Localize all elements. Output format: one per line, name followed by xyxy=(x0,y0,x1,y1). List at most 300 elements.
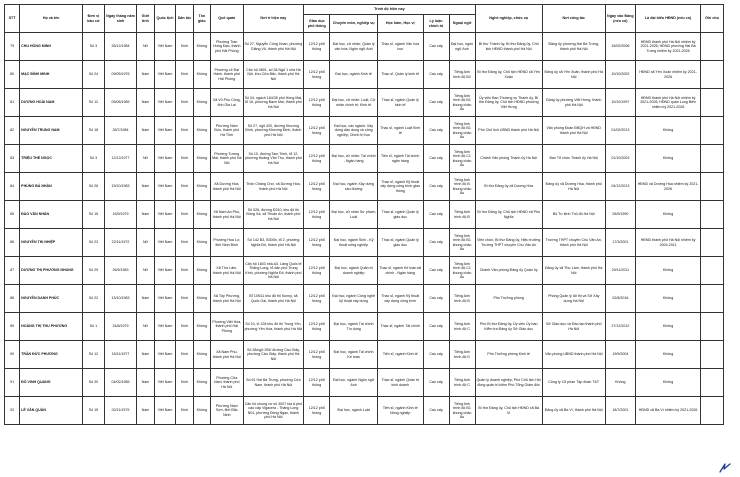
cell-dob: 13/10/1983 xyxy=(104,285,137,313)
cell-ethnicity: Kinh xyxy=(176,117,193,145)
cell-dob: 28/7/1984 xyxy=(104,117,137,145)
header-occupation: Nghề nghiệp, chức vụ xyxy=(475,5,542,33)
cell-party-date: 19/9/2004 xyxy=(605,341,635,369)
cell-stt: 82 xyxy=(5,117,20,145)
cell-nationality: Việt Nam xyxy=(154,313,176,341)
cell-stt: 83 xyxy=(5,145,20,173)
cell-professional: Đại học, ngành Tài chính Tín dụng xyxy=(330,313,378,341)
cell-professional: Đại học, ngành Ngôn ngữ Anh xyxy=(330,369,378,397)
cell-degree: Thạc sĩ, ngành Luật Kinh tế xyxy=(377,117,423,145)
cell-religion: Không xyxy=(193,369,210,397)
cell-stt: 88 xyxy=(5,285,20,313)
cell-stt: 84 xyxy=(5,173,20,201)
cell-general-edu: 12/12 phổ thông xyxy=(304,397,330,425)
cell-residence: Số 27, Nguyễn Công Hoan, phường Giảng Võ, thành phố Hà Nội xyxy=(243,33,304,61)
cell-name: DƯƠNG HOÀI NAM xyxy=(20,89,83,117)
cell-general-edu: 12/12 phổ thông xyxy=(304,285,330,313)
cell-notes xyxy=(701,173,724,201)
cell-language: Tiếng Anh trình độ B1 khung châu Âu xyxy=(449,117,475,145)
table-row xyxy=(5,89,724,117)
cell-unit: Số 30 xyxy=(83,369,105,397)
cell-stt: 87 xyxy=(5,257,20,285)
cell-gender: Nữ xyxy=(137,229,154,257)
cell-political: Cao cấp xyxy=(423,201,449,229)
cell-nationality: Việt Nam xyxy=(154,89,176,117)
cell-workplace: Trường THPT chuyên Chu Văn An, thành phố Hà Nội xyxy=(542,229,605,257)
cell-delegate: HĐND thành phố Hà Nội nhiệm kỳ 2004-2011 xyxy=(636,229,701,257)
cell-delegate: Không xyxy=(636,285,701,313)
cell-workplace: Đảng ủy xã Dương Hòa, thành phố Hà Nội xyxy=(542,173,605,201)
cell-gender: Nữ xyxy=(137,145,154,173)
table-row xyxy=(5,201,724,229)
cell-unit: Số 1 xyxy=(83,313,105,341)
header-name: Họ và tên xyxy=(20,5,83,33)
cell-gender: Nam xyxy=(137,117,154,145)
cell-professional: Đại học, cử nhân Sư phạm; Luật xyxy=(330,201,378,229)
cell-notes xyxy=(701,369,724,397)
cell-general-edu: 12/12 phổ thông xyxy=(304,313,330,341)
cell-ethnicity: Kinh xyxy=(176,33,193,61)
cell-dob: 26/12/1984 xyxy=(104,33,137,61)
cell-general-edu: 12/12 phổ thông xyxy=(304,89,330,117)
table-row xyxy=(5,285,724,313)
cell-unit: Số 12 xyxy=(83,89,105,117)
cell-party-date: 18/7/2001 xyxy=(605,397,635,425)
cell-stt: 89 xyxy=(5,313,20,341)
cell-unit: Số 18 xyxy=(83,117,105,145)
cell-name: ĐÀO VĂN NHÂN xyxy=(20,201,83,229)
cell-gender: Nam xyxy=(137,173,154,201)
cell-hometown: Xã Vũ Phụ Công, tỉnh Gia Lai xyxy=(211,89,244,117)
cell-professional: Đại học, ngành Xây dựng cầu đường xyxy=(330,173,378,201)
header-ethnicity: Dân tộc xyxy=(176,5,193,33)
table-row xyxy=(5,369,724,397)
cell-degree: Tiến sĩ, ngành Kinh tế Nông nghiệp xyxy=(377,397,423,425)
cell-professional: Đại học, ngành Sinh - Kỹ thuật nông nghiệp xyxy=(330,229,378,257)
cell-unit: Số 24 xyxy=(83,61,105,89)
table-row xyxy=(5,313,724,341)
cell-general-edu: 12/12 phổ thông xyxy=(304,257,330,285)
cell-political: Cao cấp xyxy=(423,285,449,313)
cell-nationality: Việt Nam xyxy=(154,173,176,201)
cell-nationality: Việt Nam xyxy=(154,33,176,61)
header-general-edu: Giáo dục phổ thông xyxy=(304,15,330,33)
header-stt: STT xyxy=(5,5,20,33)
header-delegate: Là đại biểu HĐND (nếu có) xyxy=(636,5,701,33)
cell-notes xyxy=(701,341,724,369)
cell-general-edu: 12/12 phổ thông xyxy=(304,145,330,173)
cell-delegate: HĐND xã Yên Xuân nhiệm kỳ 2021-2026 xyxy=(636,61,701,89)
header-religion: Tôn giáo xyxy=(193,5,210,33)
cell-ethnicity: Kinh xyxy=(176,313,193,341)
cell-degree: Thạc sĩ, ngành Quản lý kinh tế xyxy=(377,89,423,117)
cell-workplace: Đảng ủy xã Yên Xuân, thành phố Hà Nội xyxy=(542,61,605,89)
cell-party-date: 29/11/2011 xyxy=(605,257,635,285)
cell-dob: 05/06/1989 xyxy=(104,89,137,117)
cell-occupation: Bí thư Đảng ủy xã Dương Hòa xyxy=(475,173,542,201)
cell-ethnicity: Kinh xyxy=(176,229,193,257)
cell-workplace: Công ty Cổ phần Tập đoàn T&T xyxy=(542,369,605,397)
cell-workplace: Đảng ủy phường Việt Hưng, thành phố Hà Nội xyxy=(542,89,605,117)
cell-residence: Số 10, lô 128 khu đô thị Trung Yên, phường Yên Hòa, thành phố Hà Nội xyxy=(243,313,304,341)
cell-language: Tiếng Anh trình độ C1 khung châu Âu xyxy=(449,257,475,285)
table-row xyxy=(5,61,724,89)
cell-political: Cao cấp xyxy=(423,117,449,145)
cell-political: Cao cấp xyxy=(423,313,449,341)
cell-party-date: Không xyxy=(605,369,635,397)
cell-delegate: HĐND xã Ba Vì nhiệm kỳ 2021-2026 xyxy=(636,397,701,425)
cell-residence: Số 142 B3, B300b, tổ 2, phường Nghĩa Đô, thành phố Hà Nội xyxy=(243,229,304,257)
cell-ethnicity: Kinh xyxy=(176,145,193,173)
cell-language: Tiếng Anh trình độ D xyxy=(449,341,475,369)
cell-nationality: Việt Nam xyxy=(154,341,176,369)
cell-gender: Nam xyxy=(137,61,154,89)
cell-delegate: Không xyxy=(636,341,701,369)
cell-gender: Nam xyxy=(137,89,154,117)
header-dob: Ngày tháng năm sinh xyxy=(104,5,137,33)
cell-degree: Tiến sĩ, ngành Tài chính ngân hàng xyxy=(377,145,423,173)
cell-professional: Đại học, ngành Công nghệ kỹ thuật xây dựng xyxy=(330,285,378,313)
cell-religion: Không xyxy=(193,341,210,369)
cell-religion: Không xyxy=(193,313,210,341)
cell-dob: 15/10/1983 xyxy=(104,173,137,201)
cell-name: MẠC ĐÌNH MINH xyxy=(20,61,83,89)
cell-religion: Không xyxy=(193,61,210,89)
cell-degree: Thạc sĩ, ngành Quản lý giáo dục xyxy=(377,229,423,257)
table-row xyxy=(5,117,724,145)
cell-notes xyxy=(701,397,724,425)
cell-ethnicity: Kinh xyxy=(176,285,193,313)
header-party-date: Ngày vào Đảng (nếu có) xyxy=(605,5,635,33)
cell-unit: Số 26 xyxy=(83,173,105,201)
cell-degree: Thạc sĩ, ngành Tài chính xyxy=(377,313,423,341)
cell-workplace: Ban Tổ chức Thành ủy Hà Nội xyxy=(542,145,605,173)
cell-dob: 09/05/1976 xyxy=(104,61,137,89)
cell-professional: Đại học, ngành Quản trị doanh nghiệp xyxy=(330,257,378,285)
cell-residence: Căn hộ 0801, số 36 Ngõ 1 nhà Hà Nội, khu Cửa Bắc, thành phố Hà Nội xyxy=(243,61,304,89)
cell-ethnicity: Kinh xyxy=(176,173,193,201)
cell-general-edu: 12/12 phổ thông xyxy=(304,341,330,369)
cell-occupation: Bí thư Thành ủy, Bí thư Đảng ủy, Chủ tịch HĐND thành phố Hà Nội xyxy=(475,33,542,61)
cell-gender: Nam xyxy=(137,369,154,397)
cell-occupation: Bí thư Đảng ủy, Chủ tịch HĐND xã Yên Xuân xyxy=(475,61,542,89)
cell-notes xyxy=(701,89,724,117)
cell-residence: Căn hộ chung cư số 3007 tòa A phố cao cấp Vigacera - Thăng Long N01, phường Đông Ngạc, thành phố Hà Nội xyxy=(243,397,304,425)
cell-hometown: Xã Tây Phương, thành phố Hà Nội xyxy=(211,285,244,313)
cell-ethnicity: Kinh xyxy=(176,369,193,397)
cell-unit: Số 3 xyxy=(83,33,105,61)
cell-language: Đại học, ngôn ngữ Anh xyxy=(449,33,475,61)
cell-general-edu: 12/12 phổ thông xyxy=(304,117,330,145)
cell-ethnicity: Kinh xyxy=(176,257,193,285)
cell-hometown: Xã Nam An Phú, thành phố Hà Nội xyxy=(211,201,244,229)
cell-name: LÊ VĂN QUÂN xyxy=(20,397,83,425)
cell-gender: Nam xyxy=(137,341,154,369)
cell-hometown: Xã Nam Phù, thành phố Hà Nội xyxy=(211,341,244,369)
cell-delegate: HĐND thành phố Hà Nội nhiệm kỳ 2021-2026; HĐND phường Hai Bà Trưng nhiệm kỳ 2021-2026 xyxy=(636,33,701,61)
cell-ethnicity: Kinh xyxy=(176,201,193,229)
cell-name: CHU HỒNG MINH xyxy=(20,33,83,61)
cell-party-date: 10/10/2002 xyxy=(605,61,635,89)
cell-residence: Thôn Chàng Chợ, xã Dương Hòa, thành phố Hà Nội xyxy=(243,173,304,201)
cell-degree: Thạc sĩ, Quản lý kinh tế xyxy=(377,61,423,89)
table-row xyxy=(5,341,724,369)
cell-unit: Số 15 xyxy=(83,201,105,229)
cell-gender: Nữ xyxy=(137,33,154,61)
cell-notes xyxy=(701,229,724,257)
cell-unit: Số 12 xyxy=(83,341,105,369)
cell-general-edu: 12/12 phổ thông xyxy=(304,33,330,61)
cell-ethnicity: Kinh xyxy=(176,61,193,89)
table-row xyxy=(5,145,724,173)
cell-religion: Không xyxy=(193,397,210,425)
cell-party-date: 10/10/1997 xyxy=(605,89,635,117)
cell-hometown: Phường Lê Đại Hành, thành phố Hải Phòng xyxy=(211,61,244,89)
corner-mark-icon xyxy=(719,463,731,473)
cell-degree: Thạc sĩ, ngành Kỹ thuật xây dựng công trình giao thông xyxy=(377,173,423,201)
header-nationality: Quốc tịch xyxy=(154,5,176,33)
cell-ethnicity: Kinh xyxy=(176,397,193,425)
cell-unit: Số 22 xyxy=(83,285,105,313)
cell-dob: 22/11/1972 xyxy=(104,229,137,257)
cell-notes xyxy=(701,61,724,89)
cell-stt: 79 xyxy=(5,33,20,61)
cell-language: Tiếng Anh trình độ B xyxy=(449,285,475,313)
cell-occupation: Bí thư Đảng ủy, Chủ tịch HĐND xã Ba Vì xyxy=(475,397,542,425)
cell-name: PHÙNG BÁ NHÂN xyxy=(20,173,83,201)
header-degree: Học hàm, Học vị xyxy=(377,15,423,33)
cell-notes xyxy=(701,257,724,285)
cell-degree: Thạc sĩ, ngành Quản trị kinh doanh xyxy=(377,369,423,397)
cell-notes xyxy=(701,117,724,145)
cell-hometown: Phường Việt Hòa, thành phố Hải Phòng xyxy=(211,313,244,341)
cell-political: Cao cấp xyxy=(423,229,449,257)
cell-delegate: HĐND thành phố Hà Nội nhiệm kỳ 2021-2026; HĐND quận Long Biên nhiệm kỳ 2021-2026 xyxy=(636,89,701,117)
cell-nationality: Việt Nam xyxy=(154,145,176,173)
table-row xyxy=(5,257,724,285)
cell-religion: Không xyxy=(193,201,210,229)
cell-hometown: Phường Tương Mai, thành phố Hà Nội xyxy=(211,145,244,173)
cell-party-date: 02/8/2016 xyxy=(605,285,635,313)
cell-residence: Căn hộ 1603 nhà A3, Làng Quốc tế Thăng Long, tổ dân phố Trung Kính, phường Nghĩa Đô, thành phố Hà Nội xyxy=(243,257,304,285)
cell-dob: 15/11/1977 xyxy=(104,341,137,369)
cell-religion: Không xyxy=(193,89,210,117)
cell-stt: 81 xyxy=(5,89,20,117)
header-workplace: Nơi công tác xyxy=(542,5,605,33)
cell-occupation: Quản lý doanh nghiệp; Phó Chủ tịch Hội đồng quản trị kiêm Phó Tổng Giám đốc xyxy=(475,369,542,397)
cell-delegate: Không xyxy=(636,369,701,397)
cell-gender: Nữ xyxy=(137,313,154,341)
cell-dob: 02/11/1979 xyxy=(104,397,137,425)
header-unit: Đơn vị bầu cử xyxy=(83,5,105,33)
cell-political: Cao cấp xyxy=(423,33,449,61)
cell-residence: BT10N11 khu đô thị Sunny, xã Quốc Oai, thành phố Hà Nội xyxy=(243,285,304,313)
table-header xyxy=(5,5,724,33)
header-residence: Nơi ở hiện nay xyxy=(243,5,304,33)
cell-workplace: Đảng ủy phường Hai Bà Trưng, thành phố Hà Nội xyxy=(542,33,605,61)
cell-unit: Số 3 xyxy=(83,145,105,173)
cell-stt: 85 xyxy=(5,201,20,229)
cell-occupation: Phó Trưởng phòng Kinh tế xyxy=(475,341,542,369)
cell-residence: Số 61 Hai Bà Trưng, phường Cửa Nam, thành phố Hà Nội xyxy=(243,369,304,397)
cell-hometown: Xã Thư Lâm, thành phố Hà Nội xyxy=(211,257,244,285)
header-political: Lý luận chính trị xyxy=(423,15,449,33)
cell-professional: Đại học, ngành Tài chính Kế toán xyxy=(330,341,378,369)
cell-political: Cao cấp xyxy=(423,173,449,201)
cell-hometown: Phường Trần Hưng Đạo, thành phố Hải Phòng xyxy=(211,33,244,61)
cell-delegate: Không xyxy=(636,117,701,145)
cell-residence: Số 04, ngách 164/35 phố Hồng Mai, tổ 16, phường Bạch Mai, thành phố Hà Nội xyxy=(243,89,304,117)
cell-name: DƯƠNG THỊ PHƯƠNG NHUNG xyxy=(20,257,83,285)
cell-political: Cao cấp xyxy=(423,257,449,285)
cell-workplace: Văn phòng UBND thành phố Hà Nội xyxy=(542,341,605,369)
candidate-table xyxy=(4,4,724,425)
cell-notes xyxy=(701,285,724,313)
cell-general-edu: 12/12 phổ thông xyxy=(304,61,330,89)
cell-party-date: 04/12/2013 xyxy=(605,173,635,201)
cell-hometown: Phường Nam Đức, thành phố Hà Tĩnh xyxy=(211,117,244,145)
cell-language: Tiếng Anh trình độ B1 khung châu Âu xyxy=(449,89,475,117)
cell-name: TRIỆU THẾ NGỌC xyxy=(20,145,83,173)
cell-workplace: Bộ Tư lệnh Thủ đô Hà Nội xyxy=(542,201,605,229)
cell-general-edu: 12/12 phổ thông xyxy=(304,369,330,397)
cell-occupation: Phó Chủ tịch UBND thành phố Hà Nội xyxy=(475,117,542,145)
cell-religion: Không xyxy=(193,173,210,201)
header-hometown: Quê quán xyxy=(211,5,244,33)
cell-language: Tiếng Anh trình độ C1 khung châu Âu xyxy=(449,145,475,173)
cell-stt: 90 xyxy=(5,341,20,369)
cell-dob: 15/9/1979 xyxy=(104,201,137,229)
table-row xyxy=(5,229,724,257)
cell-nationality: Việt Nam xyxy=(154,117,176,145)
cell-residence: Số 27, ngõ 420, đường Khương Đình, phường Khương Đình, thành phố Hà Nội xyxy=(243,117,304,145)
cell-professional: Đại học, các ngành: Xây dựng dân dụng và công nghiệp; Chính trị học xyxy=(330,117,378,145)
cell-political: Cao cấp xyxy=(423,397,449,425)
cell-hometown: Xã Dương Hòa, thành phố Hà Nội xyxy=(211,173,244,201)
cell-notes xyxy=(701,201,724,229)
cell-name: NGUYỄN THỊ NHIỆP xyxy=(20,229,83,257)
cell-workplace: Phòng Quản lý đô thị và Sở Xây dựng Hà Nội xyxy=(542,285,605,313)
cell-general-edu: 12/12 phổ thông xyxy=(304,201,330,229)
cell-hometown: Phường Cửa Nam, thành phố Hà Nội xyxy=(211,369,244,397)
header-education-group: Trình độ hiện nay xyxy=(304,5,475,15)
cell-name: TRẦN ĐỨC PHƯƠNG xyxy=(20,341,83,369)
cell-name: NGUYỄN DANH PHÚC xyxy=(20,285,83,313)
header-professional: Chuyên môn, nghiệp vụ xyxy=(330,15,378,33)
cell-delegate: Không xyxy=(636,257,701,285)
cell-name: HOÀNG THỊ THU PHƯƠNG xyxy=(20,313,83,341)
table-row xyxy=(5,173,724,201)
cell-nationality: Việt Nam xyxy=(154,61,176,89)
cell-occupation: Phó Trưởng phòng xyxy=(475,285,542,313)
cell-party-date: 17/3/2001 xyxy=(605,229,635,257)
cell-degree: Thạc sĩ, ngành Quản lý giáo dục xyxy=(377,201,423,229)
cell-dob: 12/12/1977 xyxy=(104,145,137,173)
cell-occupation: Viên chức; Bí thư Đảng ủy, Hiệu trưởng Trường THPT chuyên Chu Văn An xyxy=(475,229,542,257)
cell-stt: 91 xyxy=(5,369,20,397)
cell-religion: Không xyxy=(193,229,210,257)
cell-gender: Nam xyxy=(137,285,154,313)
header-gender: Giới tính xyxy=(137,5,154,33)
cell-workplace: Đảng ủy xã Ba Vì, thành phố Hà Nội xyxy=(542,397,605,425)
cell-language: Tiếng Anh trình độ C xyxy=(449,313,475,341)
cell-stt: 92 xyxy=(5,397,20,425)
cell-general-edu: 12/12 phổ thông xyxy=(304,229,330,257)
cell-party-date: 01/10/2003 xyxy=(605,145,635,173)
cell-language: Tiếng Anh trình độ B xyxy=(449,201,475,229)
cell-workplace: Sở Giáo dục và Đào tạo thành phố Hà Nội xyxy=(542,313,605,341)
cell-unit: Số 29 xyxy=(83,257,105,285)
cell-ethnicity: Kinh xyxy=(176,89,193,117)
cell-dob: 26/9/1983 xyxy=(104,257,137,285)
cell-professional: Đại học, cử nhân: Tài chính - Ngân hàng xyxy=(330,145,378,173)
cell-residence: Số 28/ngõ 255/ đường Cầu Giấy, phường Cầu Giấy, thành phố Hà Nội xyxy=(243,341,304,369)
cell-general-edu: 12/12 phổ thông xyxy=(304,173,330,201)
cell-dob: 24/8/1979 xyxy=(104,313,137,341)
cell-language: Tiếng Anh trình độ B1 khung châu Âu xyxy=(449,229,475,257)
cell-degree: Tiến sĩ, ngành Kinh tế xyxy=(377,341,423,369)
cell-political: Cao cấp xyxy=(423,61,449,89)
cell-religion: Không xyxy=(193,33,210,61)
header-notes: Ghi chú xyxy=(701,5,724,33)
cell-religion: Không xyxy=(193,257,210,285)
cell-party-date: 01/02/2013 xyxy=(605,117,635,145)
cell-residence: Số 026, đường Đ310, khu đô thị Đông Xá, xã Thuận An, thành phố Hà Nội xyxy=(243,201,304,229)
table-row xyxy=(5,397,724,425)
cell-political: Cao cấp xyxy=(423,341,449,369)
cell-notes xyxy=(701,33,724,61)
cell-nationality: Việt Nam xyxy=(154,201,176,229)
cell-language: Tiếng Anh trình độ B khung châu Âu xyxy=(449,173,475,201)
table-body xyxy=(5,33,724,425)
cell-party-date: 27/12/2012 xyxy=(605,313,635,341)
cell-occupation: Phó Bí thư Đảng ủy, Ủy viên Ủy ban Kiểm tra Đảng ủy Sở Giáo dục xyxy=(475,313,542,341)
cell-gender: Nữ xyxy=(137,257,154,285)
cell-political: Cao cấp xyxy=(423,89,449,117)
cell-religion: Không xyxy=(193,285,210,313)
cell-unit: Số 15 xyxy=(83,397,105,425)
cell-gender: Nam xyxy=(137,201,154,229)
cell-party-date: 15/02/2006 xyxy=(605,33,635,61)
cell-hometown: Phường Hoa Lư, tỉnh Ninh Bình xyxy=(211,229,244,257)
cell-delegate: HĐND xã Dương Hòa nhiệm kỳ 2021-2026 xyxy=(636,173,701,201)
cell-nationality: Việt Nam xyxy=(154,285,176,313)
cell-professional: Đại học, ngành Kinh tế xyxy=(330,61,378,89)
cell-degree: Thạc sĩ, ngành Kỹ thuật xây dựng công trình xyxy=(377,285,423,313)
cell-ethnicity: Kinh xyxy=(176,341,193,369)
cell-name: NGUYỄN TRUNG NAM xyxy=(20,117,83,145)
cell-workplace: Văn phòng Đoàn ĐBQH và HĐND thành phố Hà Nội xyxy=(542,117,605,145)
cell-occupation: Chánh Văn phòng Thành ủy Hà Nội xyxy=(475,145,542,173)
cell-residence: Số 10, đường Tam Trinh, tổ 12, phường Hoàng Văn Thụ, thành phố Hà Nội xyxy=(243,145,304,173)
cell-hometown: Phường Nam Sơn, tỉnh Bắc Ninh xyxy=(211,397,244,425)
cell-nationality: Việt Nam xyxy=(154,257,176,285)
cell-occupation: Chánh Văn phòng Đảng ủy Quận ủy xyxy=(475,257,542,285)
cell-party-date: 26/9/1990 xyxy=(605,201,635,229)
cell-religion: Không xyxy=(193,145,210,173)
cell-stt: 86 xyxy=(5,229,20,257)
cell-notes xyxy=(701,145,724,173)
cell-language: Tiếng Anh trình độ C xyxy=(449,369,475,397)
cell-political: Cao cấp xyxy=(423,145,449,173)
cell-stt: 80 xyxy=(5,61,20,89)
cell-nationality: Việt Nam xyxy=(154,397,176,425)
cell-nationality: Việt Nam xyxy=(154,369,176,397)
cell-gender: Nam xyxy=(137,397,154,425)
cell-professional: Đại học, cử nhân: Luật; Cử nhân chính trị: Kinh tế xyxy=(330,89,378,117)
header-language: Ngoại ngữ xyxy=(449,15,475,33)
cell-degree: Thạc sĩ, ngành Kế toán tài chính - Ngân hàng xyxy=(377,257,423,285)
